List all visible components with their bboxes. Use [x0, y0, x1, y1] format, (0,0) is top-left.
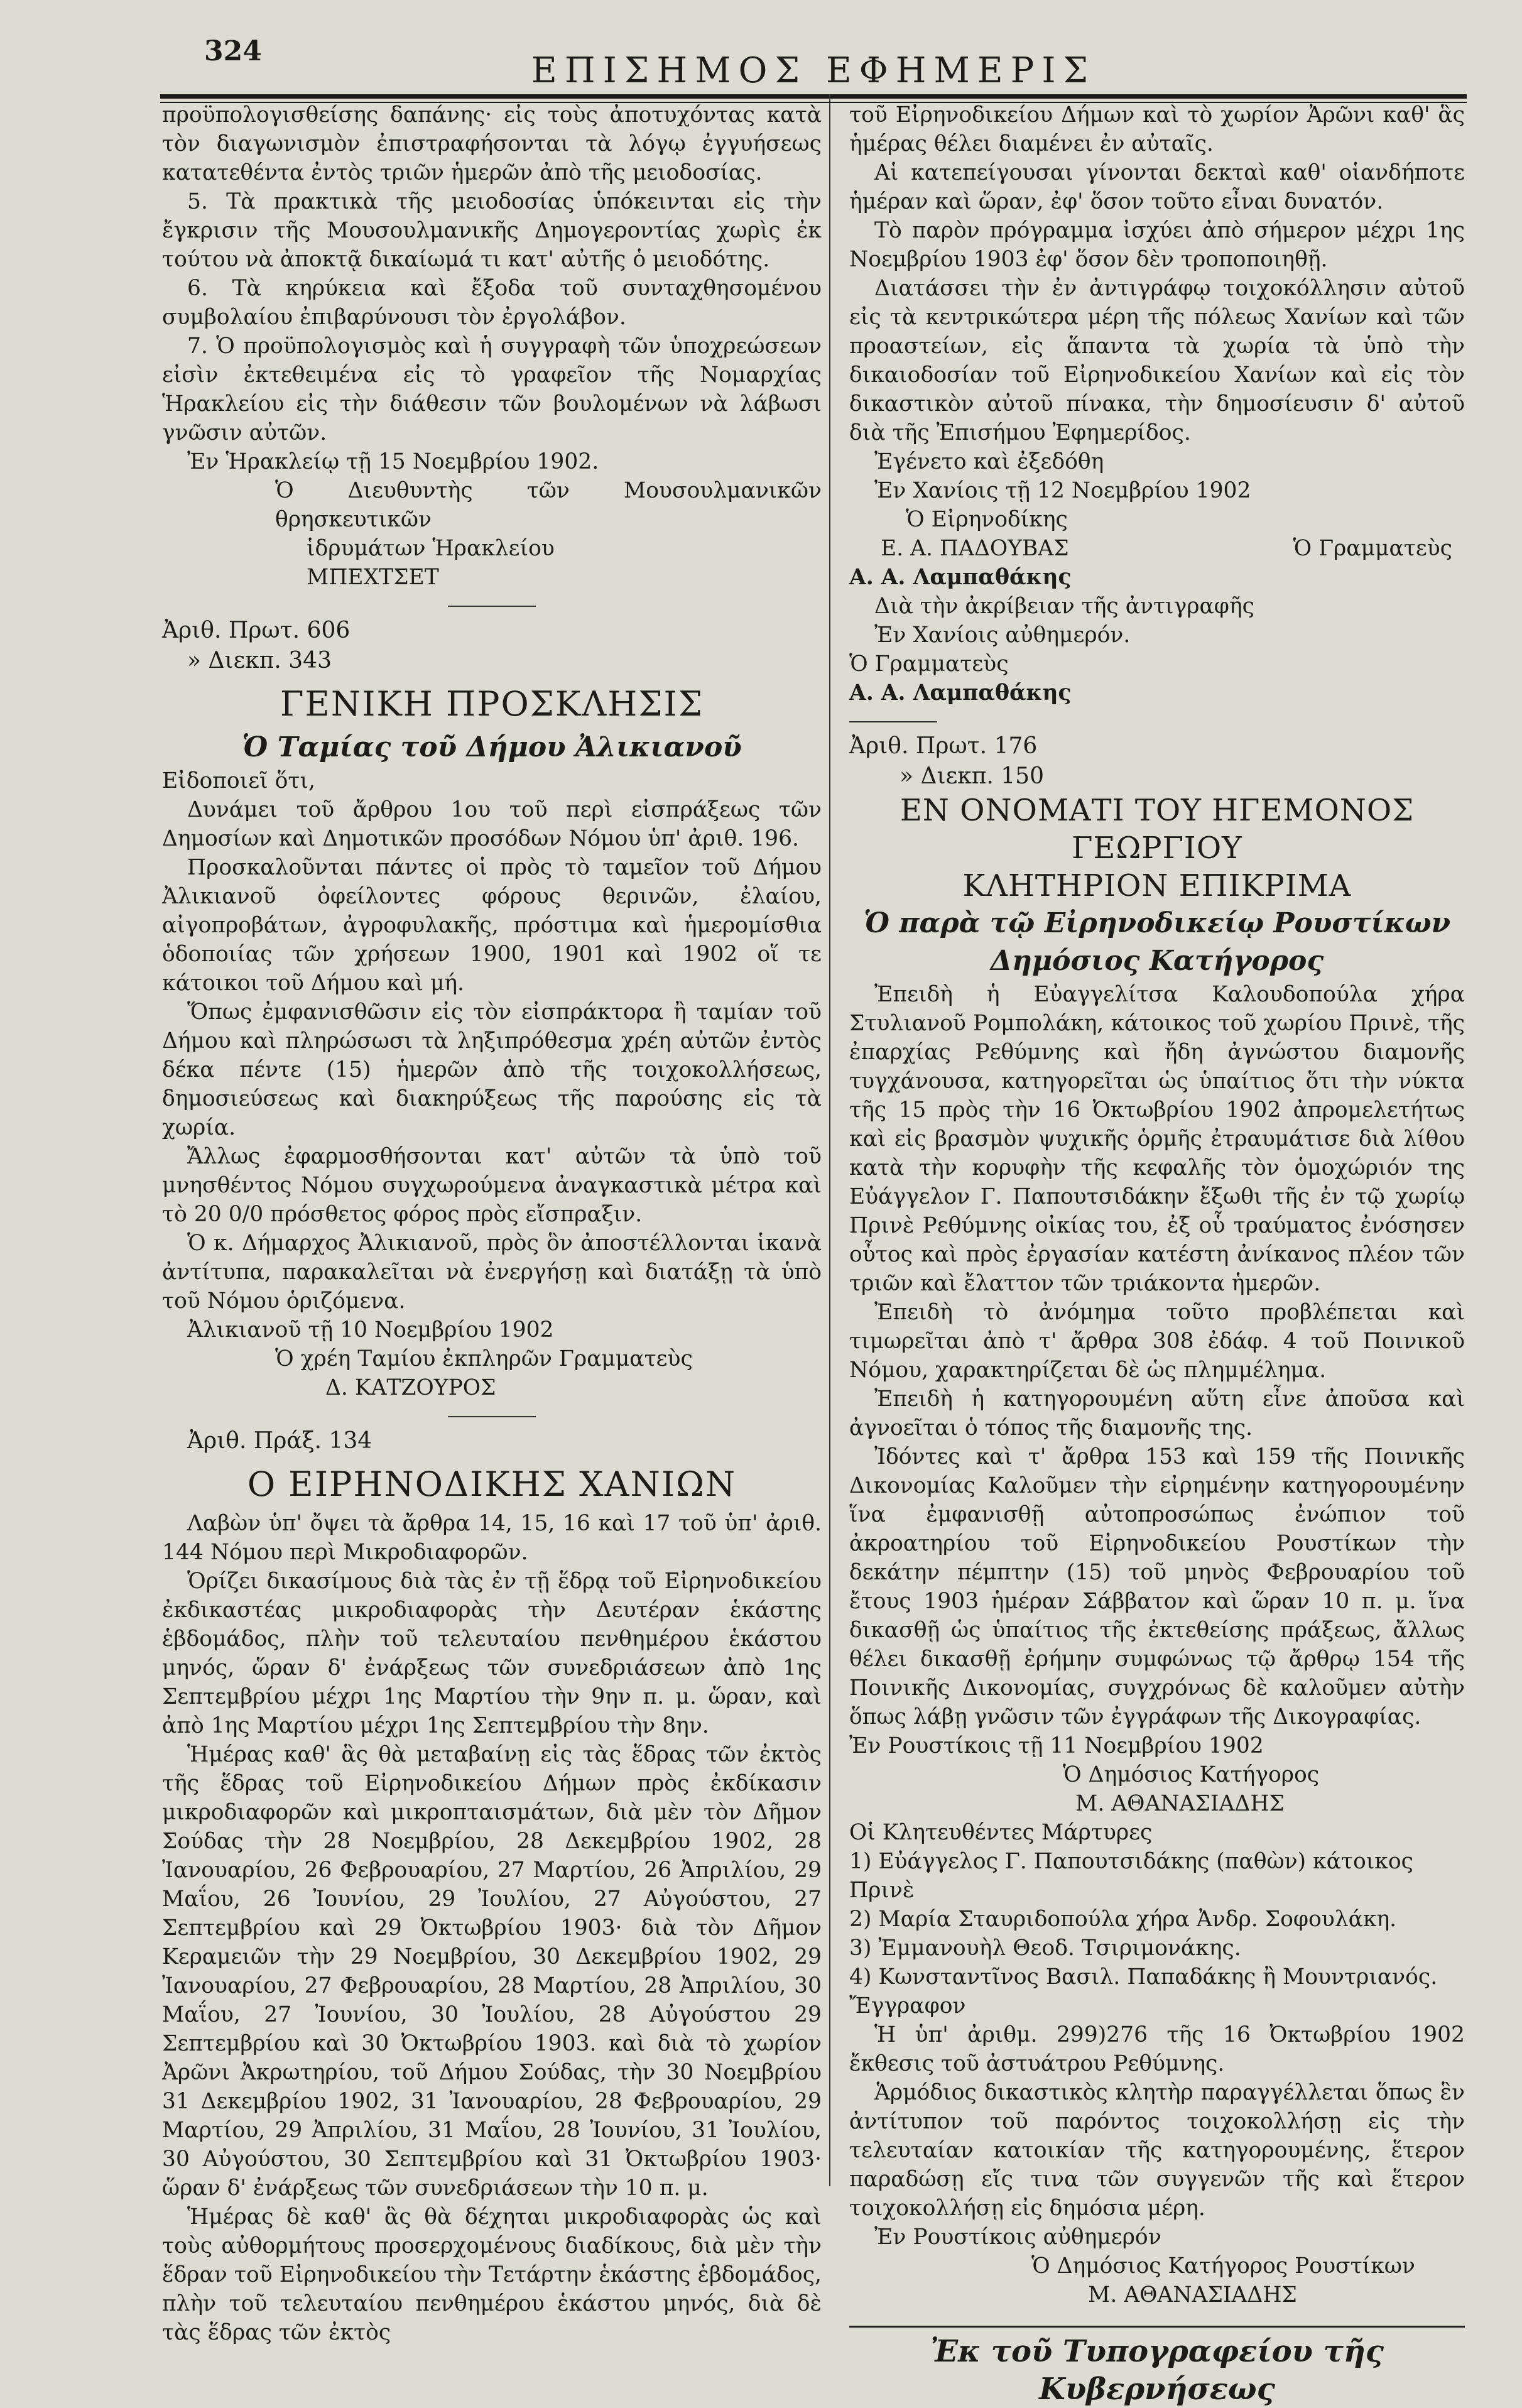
treasurer-heading: Ὁ Ταμίας τοῦ Δήμου Ἀλικιανοῦ	[242, 731, 742, 763]
clerk-name-2: Α. Α. Λαμπαθάκης	[849, 680, 1072, 706]
tender-terms-continued: προϋπολογισθείσης δαπάνης· εἰς τοὺς ἀποτυχόντας κατὰ τὸν διαγωνισμὸν ἐπιστραφήσονται τὰ λόγῳ ἐγγυήσεως κατατεθέντα ἐντὸς τριῶν ἡμερῶν ἀπὸ τῆς μειοδοσίας.	[162, 102, 822, 185]
invitation-para-1: Προσκαλοῦνται πάντες οἱ πρὸς τὸ ταμεῖον τοῦ Δήμου Ἀλικιανοῦ ὀφείλοντες φόρους θερινῶν, ἐλαίου, αἰγοπροβάτων, ἀγροφυλακῆς, πρόστιμα καὶ ἡμερομίσθια ὁδοποιίας τῶν χρήσεων 1900, 1901 καὶ 1902 οἵ τε κάτοικοι τοῦ Δήμου καὶ μή.	[162, 855, 822, 996]
invitation-signer-title: Ὁ χρέη Ταμίου ἐκπληρῶν Γραμματεὺς	[275, 1346, 693, 1371]
judge-act-ref: Ἀριθ. Πράξ. 134	[187, 1428, 372, 1454]
list-item: 1) Εὐάγγελος Γ. Παπουτσιδάκης (παθὼν) κάτοικος Πρινὲ	[849, 1849, 1413, 1903]
tender-signer-org: ἱδρυμάτων Ἡρακλείου	[307, 536, 555, 561]
prosecutor-name-2: Μ. ΑΘΑΝΑΣΙΑΔΗΣ	[1088, 2282, 1297, 2307]
summons-para-5: Ἁρμόδιος δικαστικὸς κλητὴρ παραγγέλλεται ὅπως ἓν ἀντίτυπον τοῦ παρόντος τοιχοκολλήσῃ εἰς τὴν τελευταίαν κατοικίαν τῆς κατηγορουμένης, ἕτερον παραδώσῃ εἴς τινα τῶν συγγενῶν τῆς καὶ ἕτερον τοιχοκολλήσῃ εἰς δημόσια μέρη.	[849, 2080, 1465, 2221]
judge-validity: Τὸ παρὸν πρόγραμμα ἰσχύει ἀπὸ σήμερον μέχρι 1ης Νοεμβρίου 1903 ἐφ' ὅσον δὲν τροποποιηθῇ.	[849, 218, 1465, 272]
tender-term-6: 6. Τὰ κηρύκεια καὶ ἔξοδα τοῦ συνταχθησομένου συμβολαίου ἐπιβαρύνουσι τὸν ἐργολάβον.	[162, 276, 822, 330]
right-column	[849, 101, 1465, 2408]
column-divider	[829, 94, 830, 2186]
judge-para-1: Λαβὼν ὑπ' ὄψει τὰ ἄρθρα 14, 15, 16 καὶ 17 τοῦ ὑπ' ἀριθ. 144 Νόμου περὶ Μικροδιαφορῶν.	[162, 1511, 822, 1565]
judge-heading: Ο ΕΙΡΗΝΟΔΙΚΗΣ ΧΑΝΙΩΝ	[247, 1464, 737, 1504]
list-item: 3) Ἐμμανουὴλ Θεοδ. Τσιριμονάκης.	[849, 1936, 1241, 1961]
witness-list	[849, 1847, 1465, 1991]
summons-para-1: Ἐπειδὴ ἡ Εὐαγγελίτσα Καλουδοπούλα χήρα Στυλιανοῦ Ρομπολάκη, κάτοικος τοῦ χωρίου Πρινὲ, τῆς ἐπαρχίας Ρεθύμνης καὶ ἤδη ἀγνώστου διαμονῆς τυγχάνουσα, κατηγορεῖται ὡς ὑπαίτιος ὅτι τὴν νύκτα τῆς 15 πρὸς τὴν 16 Ὀκτωβρίου 1902 ἀπρομελετήτως καὶ εἰς βρασμὸν ψυχικῆς ὁρμῆς ἐτραυμάτισε διὰ λίθου κατὰ τὴν κορυφὴν τῆς κεφαλῆς τὸν ὁμοχώριόν της Εὐάγγελον Γ. Παπουτσιδάκην ἔξωθι τῆς ἐν τῷ χωρίῳ Πρινὲ Ρεθύμνης οἰκίας του, ἐξ οὗ τραύματος ἐνόσησεν οὗτος καὶ πρὸς ἐργασίαν κατέστη ἀνίκανος πλέον τῶν τριῶν καὶ ἔλαττον τῶν τριάκοντα ἡμερῶν.	[849, 982, 1465, 1296]
judge-date: Ἐν Χανίοις τῇ 12 Νοεμβρίου 1902	[874, 478, 1251, 503]
summons-para-3: Ἐπειδὴ ἡ κατηγορουμένη αὕτη εἶνε ἀποῦσα καὶ ἀγνοεῖται ὁ τόπος τῆς διαμονῆς της.	[849, 1387, 1465, 1441]
summons-date: Ἐν Ρουστίκοις τῇ 11 Νοεμβρίου 1902	[849, 1733, 1264, 1758]
invitation-para-4: Ὁ κ. Δήμαρχος Ἀλικιανοῦ, πρὸς ὃν ἀποστέλλονται ἱκανὰ ἀντίτυπα, παρακαλεῖται νὰ ἐνεργήσῃ καὶ διατάξῃ τὰ ὑπὸ τοῦ Νόμου ὁριζόμενα.	[162, 1231, 822, 1314]
judge-continued: τοῦ Εἰρηνοδικείου Δήμων καὶ τὸ χωρίον Ἀρῶνι καθ' ἃς ἡμέρας θέλει διαμένει ἐν αὐταῖς.	[849, 102, 1465, 156]
printer-imprint: Ἐκ τοῦ Τυπογραφείου τῆς Κυβερνήσεως	[930, 2334, 1384, 2407]
copy-date: Ἐν Χανίοις αὐθημερόν.	[874, 623, 1131, 648]
judge-signatures	[849, 534, 1465, 563]
judge-posting-order: Διατάσσει τὴν ἐν ἀντιγράφῳ τοιχοκόλλησιν αὐτοῦ εἰς τὰ κεντρικώτερα μέρη τῆς πόλεως Χανίων καὶ τῶν προαστείων, εἰς ἅπαντα τὰ χωρία τὰ ὑπὸ τὴν δικαιοδοσίαν τοῦ Εἰρηνοδικείου Χανίων καὶ εἰς τὸν δικαστικὸν αὐτοῦ πίνακα, τὴν δημοσίευσιν δ' αὐτοῦ διὰ τῆς Ἐπισήμου Ἐφημερίδος.	[849, 276, 1465, 445]
judge-para-4: Ἡμέρας δὲ καθ' ἃς θὰ δέχηται μικροδιαφορὰς ὡς καὶ τοὺς αὐθορμήτους προσερχομένους διαδίκους, διὰ μὲν τὴν ἕδραν τοῦ Εἰρηνοδικείου τὴν Τετάρτην ἑκάστης ἑβδομάδος, πλὴν τοῦ τελευταίου πενθημέρου ἑκάστου μηνός, διὰ δὲ τὰς ἕδρας τῶν ἐκτὸς	[162, 2204, 822, 2345]
invitation-protocol-ref: Ἀριθ. Πρωτ. 606	[162, 618, 351, 643]
separator	[849, 721, 937, 722]
judge-para-2: Ὁρίζει δικασίμους διὰ τὰς ἐν τῇ ἕδρᾳ τοῦ Εἰρηνοδικείου ἐκδικαστέας μικροδιαφορὰς τὴν Δευτέραν ἑκάστης ἑβδομάδος, πλὴν τοῦ τελευταίου πενθημέρου ἑκάστου μηνός, ὥραν δ' ἐνάρξεως τῶν συνεδριάσεων ἀπὸ 1ης Σεπτεμβρίου μέχρι 1ης Μαρτίου τὴν 9ην π. μ. ὥραν, καὶ ἀπὸ 1ης Μαρτίου μέχρι 1ης Σεπτεμβρίου τὴν 8ην.	[162, 1569, 822, 1738]
notice-line: Εἰδοποιεῖ ὅτι,	[162, 768, 315, 793]
tender-signer-title: Ὁ Διευθυντὴς τῶν Μουσουλμανικῶν θρησκευτικῶν	[275, 478, 822, 532]
prosecutor-heading-1: Ὁ παρὰ τῷ Εἰρηνοδικείῳ Ρουστίκων	[863, 907, 1451, 939]
page-number: 324	[204, 35, 262, 67]
list-item: 2) Μαρία Σταυριδοπούλα χήρα Ἀνδρ. Σοφουλάκη.	[849, 1907, 1397, 1932]
judge-urgent: Αἱ κατεπείγουσαι γίνονται δεκταὶ καθ' οἱανδήποτε ἡμέραν καὶ ὥραν, ἐφ' ὅσον τοῦτο εἶναι δυνατόν.	[849, 160, 1465, 214]
summons-date-2: Ἐν Ρουστίκοις αὐθημερόν	[874, 2225, 1161, 2250]
copy-certification: Διὰ τὴν ἀκρίβειαν τῆς ἀντιγραφῆς	[874, 594, 1254, 619]
documents-title: Ἔγγραφον	[849, 1993, 966, 2018]
list-item: 4) Κωνσταντῖνος Βασιλ. Παπαδάκης ἢ Μουντριανός.	[849, 1964, 1438, 1990]
invitation-para-3: Ἄλλως ἐφαρμοσθήσονται κατ' αὐτῶν τὰ ὑπὸ τοῦ μνησθέντος Νόμου συγχωρούμενα ἀναγκαστικὰ μέτρα καὶ τὸ 20 0/0 πρόσθετος φόρος πρὸς εἴσπραξιν.	[162, 1144, 822, 1227]
tender-date: Ἐν Ἡρακλείῳ τῇ 15 Νοεμβρίου 1902.	[187, 449, 599, 474]
tender-term-7: 7. Ὁ προϋπολογισμὸς καὶ ἡ συγγραφὴ τῶν ὑποχρεώσεων εἰσὶν ἐκτεθειμένα εἰς τὸ γραφεῖον τῆς Νομαρχίας Ἡρακλείου εἰς τὴν διάθεσιν τῶν βουλομένων νὰ λάβωσι γνῶσιν αὐτῶν.	[162, 334, 822, 445]
witnesses-title: Οἱ Κλητευθέντες Μάρτυρες	[849, 1820, 1153, 1845]
invitation-heading: ΓΕΝΙΚΗ ΠΡΟΣΚΛΗΣΙΣ	[280, 684, 704, 724]
invitation-signer-name: Δ. ΚΑΤΖΟΥΡΟΣ	[325, 1375, 496, 1400]
left-column	[162, 101, 822, 2347]
header-rule	[160, 94, 1467, 99]
summons-para-2: Ἐπειδὴ τὸ ἀνόμημα τοῦτο προβλέπεται καὶ τιμωρεῖται ἀπὸ τ' ἄρθρα 308 ἐδάφ. 4 τοῦ Ποινικοῦ Νόμου, χαρακτηρίζεται δὲ ὡς πλημμέλημα.	[849, 1300, 1465, 1383]
judge-para-3: Ἡμέρας καθ' ἃς θὰ μεταβαίνῃ εἰς τὰς ἕδρας τῶν ἐκτὸς τῆς ἕδρας τοῦ Εἰρηνοδικείου Δήμων πρὸς ἐκδίκασιν μικροδιαφορῶν καὶ μικροπταισμάτων, διὰ μὲν τὸν Δῆμον Σούδας τὴν 28 Νοεμβρίου, 28 Δεκεμβρίου 1902, 28 Ἰανουαρίου, 26 Φεβρουαρίου, 27 Μαρτίου, 26 Ἀπριλίου, 29 Μαΐου, 26 Ἰουνίου, 29 Ἰουλίου, 27 Αὐγούστου, 27 Σεπτεμβρίου καὶ 29 Ὀκτωβρίου 1903· διὰ τὸν Δῆμον Κεραμειῶν τὴν 29 Νοεμβρίου, 30 Δεκεμβρίου 1902, 29 Ἰανουαρίου, 27 Φεβρουαρίου, 28 Μαρτίου, 28 Ἀπριλίου, 30 Μαΐου, 27 Ἰουνίου, 30 Ἰουλίου, 28 Αὐγούστου 29 Σεπτεμβρίου καὶ 30 Ὀκτωβρίου 1903. καὶ διὰ τὸ χωρίον Ἀρῶνι Ἀκρωτηρίου, τοῦ Δήμου Σούδας, τὴν 30 Νοεμβρίου 31 Δεκεμβρίου 1902, 31 Ἰανουαρίου, 28 Φεβρουαρίου, 29 Μαρτίου, 29 Ἀπριλίου, 31 Μαΐου, 28 Ἰουνίου, 31 Ἰουλίου, 30 Αὐγούστου, 30 Σεπτεμβρίου καὶ 31 Ὀκτωβρίου 1903· ὥραν δ' ἐνάρξεως τῶν συνεδριάσεων τὴν 10 π. μ.	[162, 1742, 822, 2201]
clerk-name: Α. Α. Λαμπαθάκης	[849, 565, 1072, 590]
tender-signer-name: ΜΠΕΧΤΣΕΤ	[307, 565, 439, 590]
invitation-dispatch-ref: » Διεκπ. 343	[187, 648, 332, 673]
separator	[448, 1416, 536, 1417]
prince-heading: ΕΝ ΟΝΟΜΑΤΙ ΤΟΥ ΗΓΕΜΟΝΟΣ ΓΕΩΡΓΙΟΥ	[900, 793, 1415, 866]
clerk-title-2: Ὁ Γραμματεὺς	[849, 651, 1009, 677]
judge-name: Ε. Α. ΠΑΔΟΥΒΑΣ	[881, 536, 1069, 561]
separator	[448, 606, 536, 607]
invitation-para-2: Ὅπως ἐμφανισθῶσιν εἰς τὸν εἰσπράκτορα ἢ ταμίαν τοῦ Δήμου καὶ πληρώσωσι τὰ ληξιπρόθεσμα χρέη αὐτῶν ἐντὸς δέκα πέντε (15) ἡμερῶν ἀπὸ τῆς τοιχοκολλήσεως, δημοσιεύσεως καὶ διακηρύξεως τῆς παρούσης εἰς τὰ χωρία.	[162, 1000, 822, 1140]
prosecutor-name: Μ. ΑΘΑΝΑΣΙΑΔΗΣ	[1075, 1791, 1285, 1816]
invitation-date: Ἀλικιανοῦ τῇ 10 Νοεμβρίου 1902	[187, 1317, 554, 1343]
page-header	[160, 26, 1467, 95]
summons-para-4: Ἰδόντες καὶ τ' ἄρθρα 153 καὶ 159 τῆς Ποινικῆς Δικονομίας Καλοῦμεν τὴν εἰρημένην κατηγορουμένην ἵνα ἐμφανισθῇ αὐτοπροσώπως ἐνώπιον τοῦ ἀκροατηρίου τοῦ Εἰρηνοδικείου Ρουστίκων τὴν δεκάτην πέμπτην (15) τοῦ μηνὸς Φεβρουαρίου τοῦ ἔτους 1903 ἡμέραν Σάββατον καὶ ὥραν 10 π. μ. ἵνα δικασθῇ ὡς ὑπαίτιος τῆς ἐκτεθείσης πράξεως, ἄλλως θέλει δικασθῇ ἐρήμην συμφώνως τῷ ἄρθρῳ 154 τῆς Ποινικῆς Δικονομίας, συγχρόνως δὲ καλοῦμεν αὐτὴν ὅπως λάβῃ γνῶσιν τῶν ἐγγράφων τῆς Δικογραφίας.	[849, 1444, 1465, 1730]
prosecutor-title-2: Ὁ Δημόσιος Κατήγορος Ρουστίκων	[1031, 2253, 1415, 2279]
footer-rule	[849, 2326, 1465, 2328]
judge-title: Ὁ Εἰρηνοδίκης	[906, 507, 1068, 532]
judge-issued: Ἐγένετο καὶ ἐξεδόθη	[874, 449, 1104, 474]
clerk-title: Ὁ Γραμματεὺς	[1293, 536, 1452, 561]
tender-term-5: 5. Τὰ πρακτικὰ τῆς μειοδοσίας ὑπόκεινται εἰς τὴν ἔγκρισιν τῆς Μουσουλμανικῆς Δημογεροντίας χωρὶς ἐκ τούτου νὰ ἀποκτᾷ δικαίωμά τι κατ' αὐτῆς ὁ μειοδότης.	[162, 189, 822, 272]
prosecutor-title: Ὁ Δημόσιος Κατήγορος	[1063, 1762, 1320, 1787]
documents-entry: Ἡ ὑπ' ἀριθμ. 299)276 τῆς 16 Ὀκτωβρίου 1902 ἔκθεσις τοῦ ἀστυάτρου Ρεθύμνης.	[849, 2022, 1465, 2076]
prosecutor-heading-2: Δημόσιος Κατήγορος	[990, 945, 1324, 977]
summons-protocol-ref: Ἀριθ. Πρωτ. 176	[849, 733, 1038, 759]
summons-dispatch-ref: » Διεκπ. 150	[900, 763, 1044, 789]
summons-heading: ΚΛΗΤΗΡΙΟΝ ΕΠΙΚΡΙΜΑ	[962, 868, 1352, 903]
gazette-title: ΕΠΙΣΗΜΟΣ ΕΦΗΜΕΡΙΣ	[531, 50, 1096, 91]
legal-basis: Δυνάμει τοῦ ἄρθρου 1ου τοῦ περὶ εἰσπράξεως τῶν Δημοσίων καὶ Δημοτικῶν προσόδων Νόμου ὑπ' ἀριθ. 196.	[162, 797, 822, 851]
